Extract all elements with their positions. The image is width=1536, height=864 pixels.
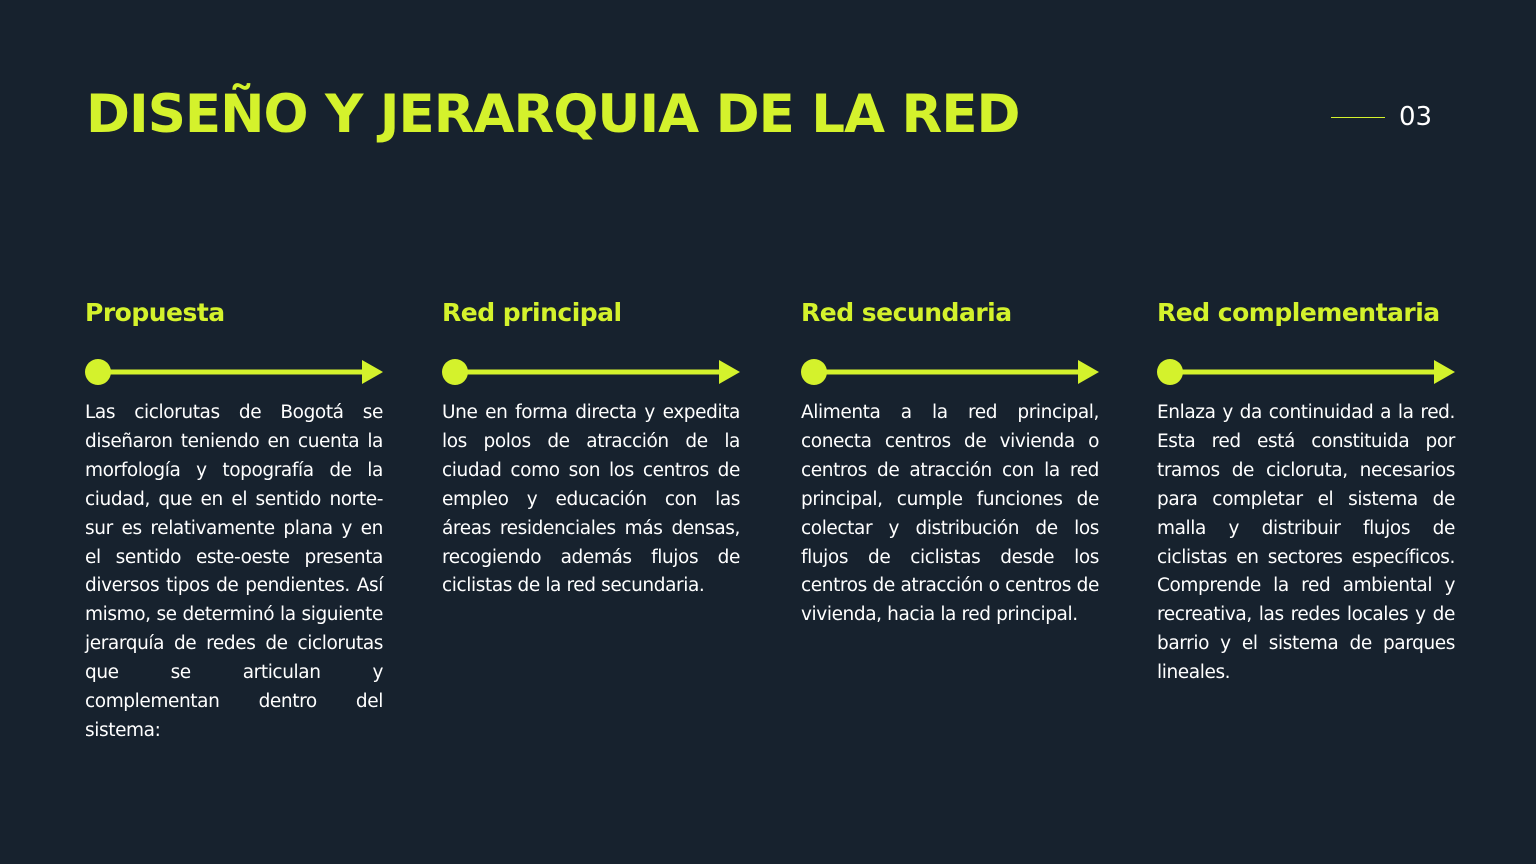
arrow-right-icon	[1157, 358, 1455, 386]
column-description: Alimenta a la red principal, conecta centros de vivienda o centros de atracción con la red principal, cumple funciones de colectar y distribución de los flujos de ciclistas desde los centros de atracción o centros de vivienda, hacia la red principal.	[801, 402, 1099, 626]
column-description: Une en forma directa y expedita los polos de atracción de la ciudad como son los centros de empleo y educación con las áreas residenciales más densas, recogiendo además flujos de ciclistas de la red secundaria.	[442, 402, 740, 597]
column-description: Enlaza y da continuidad a la red. Esta red está constituida por tramos de cicloruta, necesarios para completar el sistema de malla y distribuir flujos de ciclistas en sectores específicos. Comprende la red ambiental y recreativa, las redes locales y de barrio y el sistema de parques lineales.	[1157, 402, 1455, 684]
arrow-right-icon	[442, 358, 740, 386]
page-number: 03	[1399, 102, 1433, 132]
slide-title: DISEÑO Y JERARQUIA DE LA RED	[86, 84, 1020, 145]
column-heading: Red complementaria	[1157, 298, 1440, 327]
column-red-secundaria	[801, 293, 1099, 630]
column-red-complementaria	[1157, 293, 1455, 688]
page-marker	[1331, 98, 1432, 136]
arrow-right-icon	[801, 358, 1099, 386]
column-heading: Red secundaria	[801, 298, 1012, 327]
page-marker-line	[1331, 117, 1385, 118]
column-heading: Red principal	[442, 298, 622, 327]
column-propuesta	[85, 293, 383, 746]
arrow-right-icon	[85, 358, 383, 386]
column-red-principal	[442, 293, 740, 601]
column-heading: Propuesta	[85, 298, 225, 327]
column-description: Las ciclorutas de Bogotá se diseñaron teniendo en cuenta la morfología y topografía de la ciudad, que en el sentido norte-sur es relativamente plana y en el sentido este-oeste presenta diversos tipos de pendientes. Así mismo, se determinó la siguiente jerarquía de redes de ciclorutas que se articulan y complementan dentro del sistema:	[85, 402, 383, 741]
